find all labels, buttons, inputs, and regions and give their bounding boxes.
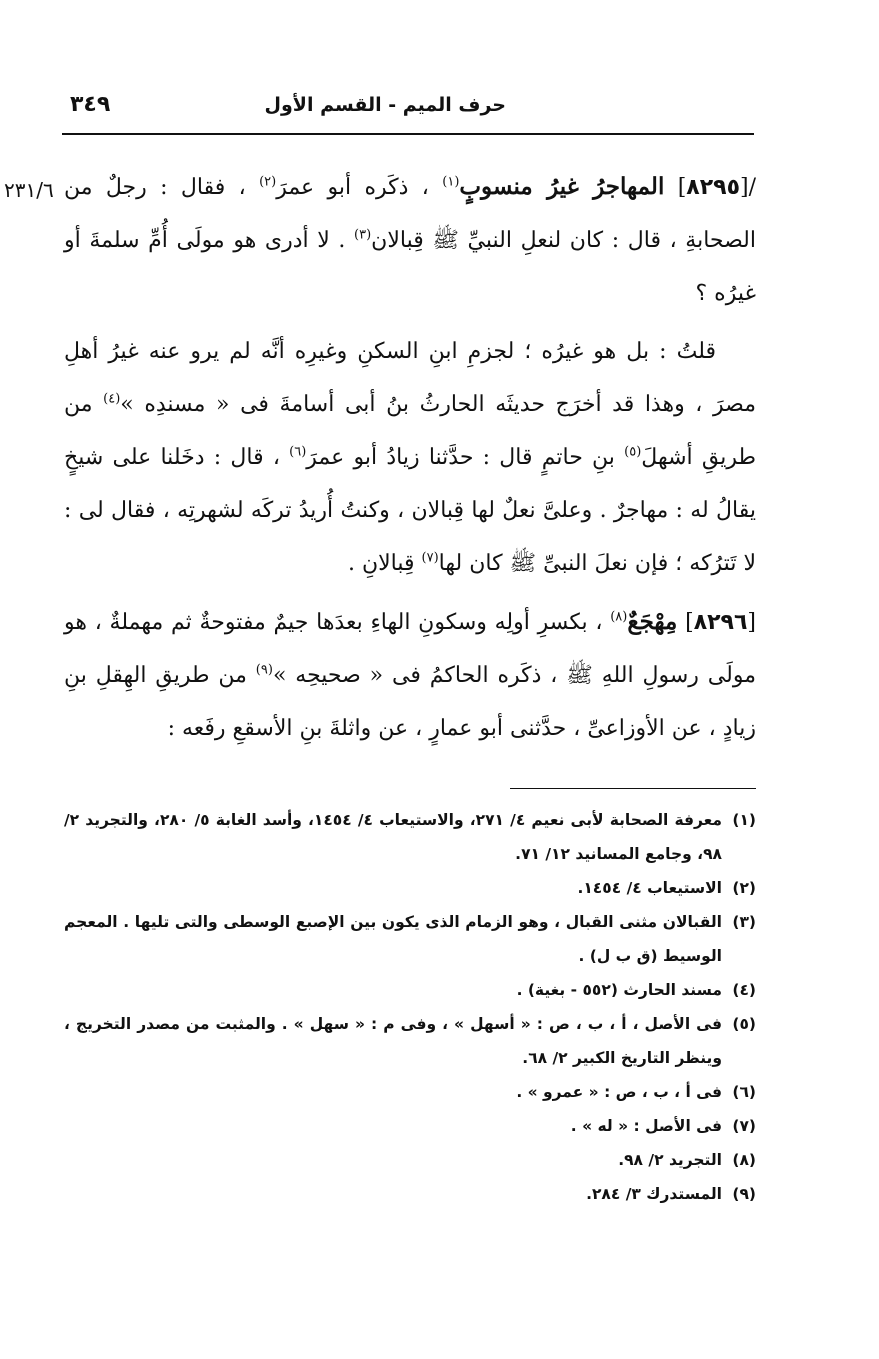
comment-text: قِبالانِ .	[347, 551, 422, 576]
footnote-text: معرفة الصحابة لأبى نعيم ٤/ ٢٧١، والاستيعاب ٤/ ١٤٥٤، وأسد الغابة ٥/ ٢٨٠، والتجريد ٢/ ٩٨، وجامع المسانيد ١٢/ ٧١.	[64, 811, 722, 863]
footnote-number: (٦)	[732, 1083, 756, 1101]
entry-8296	[64, 595, 756, 755]
footnote-text: الاستيعاب ٤/ ١٤٥٤.	[577, 879, 722, 897]
footnote-ref: (٢)	[259, 174, 277, 190]
footnote-item	[64, 1109, 756, 1143]
footnote-number: (٣)	[732, 913, 756, 931]
entry-bracket-close: ]	[685, 610, 694, 635]
footnote-ref: (٤)	[103, 391, 121, 407]
running-head	[62, 88, 754, 124]
footnote-number: (٢)	[732, 879, 756, 897]
footnote-text: التجريد ٢/ ٩٨.	[618, 1151, 722, 1169]
running-title: حرف الميم - القسم الأول	[264, 94, 506, 116]
entry-text: ، فقال : رجلٌ من الصحابةِ ، قال : كان لنعلِ النبيِّ ﷺ قِبالان	[64, 175, 756, 253]
footnote-text: فى الأصل ، أ ، ب ، ص : « أسهل » ، وفى م : « سهل » . والمثبت من مصدر التخريج ، وينظر التاريخ الكبير ٢/ ٦٨.	[64, 1015, 722, 1067]
page-number: ٣٤٩	[70, 92, 111, 117]
entry-number: ٨٢٩٥	[686, 175, 741, 200]
footnote-item	[64, 905, 756, 973]
comment-text: من طريقِ أشهلَ	[64, 392, 756, 470]
footnote-ref: (٦)	[289, 444, 307, 460]
comment-text: بنِ حاتمٍ قال : حدَّثنا زيادُ أبو عمرَ	[306, 445, 625, 470]
footnote-ref: (١)	[442, 174, 460, 190]
comment-paragraph	[64, 325, 756, 590]
footnote-item	[64, 1075, 756, 1109]
footnote-item	[64, 973, 756, 1007]
footnote-number: (١)	[732, 811, 756, 829]
entry-text: ، بكسرِ أولِه وسكونِ الهاءِ بعدَها جيمٌ مفتوحةٌ ثم مهملةٌ ، هو مولَى رسولِ اللهِ ﷺ ، ذكَره الحاكمُ فى « صحيحِه »	[64, 610, 756, 688]
footnote-ref: (٩)	[255, 662, 273, 678]
footnote-number: (٨)	[732, 1151, 756, 1169]
footnote-item	[64, 1177, 756, 1211]
footnote-ref: (٨)	[610, 609, 628, 625]
entry-text: ، ذكَره أبو عمرَ	[276, 175, 443, 200]
footnotes	[64, 803, 756, 1211]
footnote-item	[64, 803, 756, 871]
margin-reference: ٢٣١/٦	[4, 178, 54, 202]
footnote-ref: (٧)	[421, 550, 439, 566]
footnote-number: (٥)	[732, 1015, 756, 1033]
entry-text: . لا أدرى هو مولَى أُمِّ سلمةَ أو غيرُه ؟	[64, 228, 756, 306]
entry-name: المهاجرُ غيرُ منسوبٍ	[459, 173, 665, 200]
entry-8295	[64, 160, 756, 320]
entry-bracket-open: /[	[740, 175, 757, 200]
main-text	[64, 160, 756, 755]
comment-text: قلتُ : بل هو غيرُه ؛ لجزمِ ابنِ السكنِ وغيرِه أنَّه لم يرو عنه غيرُ أهلِ مصرَ ، وهذا قد أخرَج حديثَه الحارثُ بنُ أبى أسامةَ فى « مسندِه »	[64, 339, 756, 417]
footnote-number: (٩)	[732, 1185, 756, 1203]
footnote-text: فى أ ، ب ، ص : « عمرو » .	[516, 1083, 722, 1101]
entry-bracket-close: ]	[677, 175, 687, 200]
footnote-number: (٤)	[732, 981, 756, 999]
footnote-item	[64, 1143, 756, 1177]
footnote-item	[64, 871, 756, 905]
footnote-item	[64, 1007, 756, 1075]
entry-name: مِهْجَعٌ	[627, 608, 678, 635]
entry-text: من طريقِ الهِقلِ بنِ زيادٍ ، عن الأوزاعىِّ ، حدَّثنى أبو عمارٍ ، عن واثلةَ بنِ الأسقعِ رفَعه :	[64, 663, 756, 741]
footnote-ref: (٣)	[354, 227, 372, 243]
header-rule	[62, 133, 754, 135]
footnote-text: القبالان مثنى القبال ، وهو الزمام الذى يكون بين الإصبع الوسطى والتى تليها . المعجم الوسيط (ق ب ل) .	[64, 913, 722, 965]
footnote-ref: (٥)	[624, 444, 642, 460]
footnote-text: مسند الحارث (٥٥٢ - بغية) .	[516, 981, 722, 999]
footnote-rule	[510, 788, 756, 789]
footnote-text: المستدرك ٣/ ٢٨٤.	[586, 1185, 722, 1203]
footnote-number: (٧)	[732, 1117, 756, 1135]
entry-number: ٨٢٩٦	[693, 610, 748, 635]
entry-bracket-open: [	[747, 610, 756, 635]
footnote-text: فى الأصل : « له » .	[570, 1117, 722, 1135]
comment-text: ، قال : دخَلنا على شيخٍ يقالُ له : مهاجرٌ . وعلىَّ نعلٌ لها قِبالان ، وكنتُ أُريدُ تركَه لشهرتِه ، فقال لى : لا تَترُكه ؛ فإن نعلَ النبىِّ ﷺ كان لها	[64, 445, 756, 576]
